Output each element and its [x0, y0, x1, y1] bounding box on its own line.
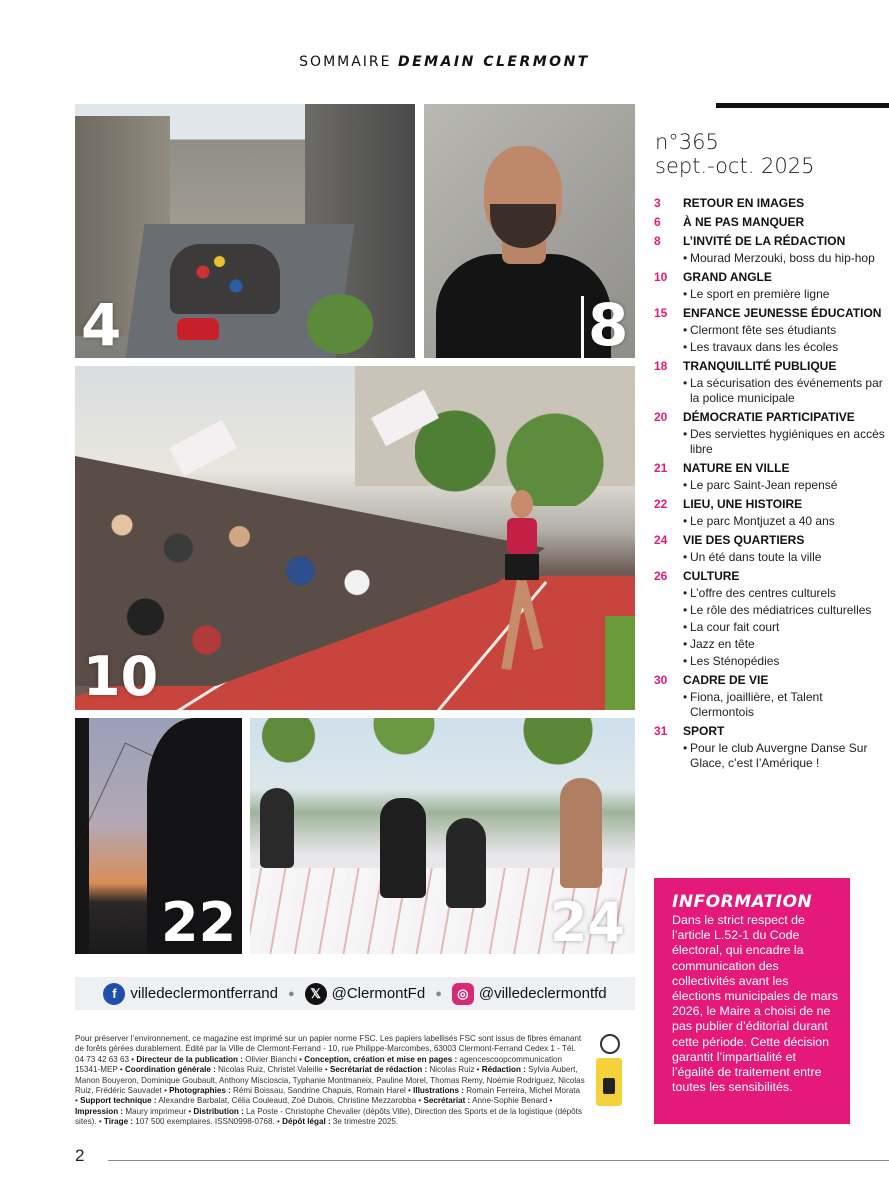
credit-label: Impression : — [75, 1106, 124, 1116]
toc-section[interactable] — [654, 196, 886, 211]
credits-text — [75, 1034, 585, 1128]
toc-section[interactable] — [654, 359, 886, 374]
credit-value: Rémi Boissau, Sandrine Chapuis, Romain Harel • — [233, 1086, 411, 1096]
child — [260, 788, 294, 868]
x-icon: 𝕏 — [305, 983, 327, 1005]
toc-section[interactable] — [654, 673, 886, 688]
runner-shorts — [505, 554, 539, 580]
credit-value: Nicolas Ruiz, Christel Valeille • — [218, 1065, 328, 1075]
credit-label: Support technique : — [80, 1096, 157, 1106]
toc-item[interactable]: • Jazz en tête — [654, 637, 886, 652]
toc-item[interactable]: • L’offre des centres culturels — [654, 586, 886, 601]
number-divider — [581, 296, 584, 358]
toc-page-number: 26 — [654, 569, 668, 583]
toc-item[interactable]: • La cour fait court — [654, 620, 886, 635]
toc-page-number: 18 — [654, 359, 668, 373]
photo-runner-crowd[interactable] — [75, 366, 635, 710]
tree-leaves — [250, 718, 635, 778]
portrait-shirt — [436, 254, 611, 358]
credit-value: Maury imprimeur • — [125, 1106, 192, 1116]
red-car — [177, 318, 219, 340]
toc-item[interactable]: • Les travaux dans les écoles — [654, 340, 886, 355]
toc-section-title: NATURE EN VILLE — [683, 461, 790, 475]
toc-item[interactable]: • Fiona, joaillière, et Talent Clermontois — [654, 690, 886, 720]
credit-value: Anne-Sophie Benard • — [472, 1096, 553, 1106]
page-number: 2 — [75, 1146, 85, 1165]
facebook-link[interactable] — [103, 983, 278, 1005]
toc-item[interactable]: • Mourad Merzouki, boss du hip-hop — [654, 251, 886, 266]
instagram-icon: ◎ — [452, 983, 474, 1005]
toc-item[interactable]: • Le parc Montjuzet a 40 ans — [654, 514, 886, 529]
toc-page-number: 6 — [654, 215, 661, 229]
toc-item[interactable]: • Un été dans toute la ville — [654, 550, 886, 565]
information-text: Dans le strict respect de l’article L.52-1 du Code électoral, qui encadre la communication des collectivités avant les élections municipales de mars 2026, le Maire a choisi de ne pas publier d’éditorial durant cette période. Cette décision garantit l’impartialité et l’égalité de traitement entre toutes les sensibilités. — [672, 913, 838, 1095]
credit-value: Romain Ferreira, Michel Morata • — [75, 1086, 580, 1106]
separator: ● — [287, 987, 295, 1000]
information-title: INFORMATION — [672, 892, 813, 912]
toc-section[interactable] — [654, 410, 886, 425]
credit-label: Secrétariat de rédaction : — [330, 1065, 428, 1075]
credit-label: Coordination générale : — [124, 1065, 216, 1075]
credit-value: Olivier Bianchi • — [245, 1054, 302, 1064]
photo-page-number: 10 — [83, 645, 159, 708]
photo-cycling-race[interactable] — [75, 104, 415, 358]
credit-label: Secrétariat : — [423, 1096, 471, 1106]
toc-section-title: CADRE DE VIE — [683, 673, 769, 687]
triman-icon — [596, 1058, 622, 1106]
credit-label: Rédaction : — [481, 1065, 526, 1075]
toc-page-number: 8 — [654, 234, 661, 248]
facebook-handle: villedeclermontferrand — [130, 985, 278, 1002]
photo-page-number: 24 — [549, 891, 625, 954]
toc-page-number: 15 — [654, 306, 668, 320]
toc-section-title: TRANQUILLITÉ PUBLIQUE — [683, 359, 837, 373]
runner-head — [511, 490, 533, 518]
x-handle: @ClermontFd — [331, 985, 426, 1002]
photo-sunset[interactable] — [75, 718, 242, 954]
toc-section[interactable] — [654, 461, 886, 476]
table-of-contents — [654, 192, 886, 771]
credit-label: Tirage : — [103, 1117, 134, 1127]
facebook-icon: f — [103, 983, 125, 1005]
credit-value: Nicolas Ruiz • — [429, 1065, 480, 1075]
issue-info — [655, 130, 815, 178]
header-label: SOMMAIRE — [299, 54, 392, 70]
toc-section-title: ENFANCE JEUNESSE ÉDUCATION — [683, 306, 882, 320]
photo-page-number: 8 — [588, 291, 629, 358]
toc-item[interactable]: • Des serviettes hygiéniques en accès libre — [654, 427, 886, 457]
credit-value: La Poste - Christophe Chevalier (dépôts Ville), Direction des Sports et de la logistique (dépôts sites). • — [75, 1106, 582, 1127]
cyclists-peloton — [170, 244, 280, 314]
header-rule — [716, 103, 889, 108]
photo-children-foam[interactable] — [250, 718, 635, 954]
toc-page-number: 31 — [654, 724, 668, 738]
toc-page-number: 21 — [654, 461, 668, 475]
credit-value: agencescoopcommunication 15341-MEP • — [75, 1054, 563, 1075]
toc-section-title: À NE PAS MANQUER — [683, 215, 805, 229]
toc-page-number: 10 — [654, 270, 668, 284]
child — [560, 778, 602, 888]
toc-section-title: L’INVITÉ DE LA RÉDACTION — [683, 234, 846, 248]
child — [380, 798, 426, 898]
credit-label: Directeur de la publication : — [136, 1054, 243, 1064]
toc-section[interactable] — [654, 234, 886, 249]
credit-value: 107 500 exemplaires. ISSN0998-0768. • — [135, 1117, 280, 1127]
x-link[interactable] — [305, 983, 426, 1005]
instagram-handle: @villedeclermontfd — [478, 985, 607, 1002]
instagram-link[interactable] — [452, 983, 607, 1005]
credit-label: Conception, création et mise en pages : — [304, 1054, 458, 1064]
toc-section[interactable] — [654, 306, 886, 321]
toc-section-title: RETOUR EN IMAGES — [683, 196, 805, 210]
toc-section[interactable] — [654, 497, 886, 512]
toc-section[interactable] — [654, 215, 886, 230]
toc-section[interactable] — [654, 724, 886, 739]
photo-portrait[interactable] — [424, 104, 635, 358]
toc-item[interactable]: • Le parc Saint-Jean repensé — [654, 478, 886, 493]
toc-item[interactable]: • Le sport en première ligne — [654, 287, 886, 302]
toc-page-number: 20 — [654, 410, 668, 424]
toc-section-title: DÉMOCRATIE PARTICIPATIVE — [683, 410, 855, 424]
separator: ● — [435, 987, 442, 1000]
white-flag — [169, 420, 237, 476]
tree — [307, 294, 373, 354]
recycle-icon — [600, 1034, 620, 1054]
toc-section-title: SPORT — [683, 724, 725, 738]
eco-badges — [596, 1034, 624, 1110]
issue-number: n°365 — [655, 130, 719, 154]
credits-intro: Pour préserver l’environnement, ce magazine est imprimé sur un papier norme FSC. Les papiers labellisés FSC sont issus de fibres émanant de forêts gérées durablement. Édité par la Ville de Clermont-Ferrand - 10, rue Philippe-Marcombes, 63003 Clermont-Ferrand Cedex 1 - Tél. 04 73 42 63 63 • — [75, 1034, 582, 1064]
credit-label: Dépôt légal : — [282, 1117, 331, 1127]
toc-item[interactable]: • Les Sténopédies — [654, 654, 886, 669]
toc-item[interactable]: • Le rôle des médiatrices culturelles — [654, 603, 886, 618]
toc-section-title: VIE DES QUARTIERS — [683, 533, 805, 547]
runner-top — [507, 518, 537, 554]
toc-section-title: GRAND ANGLE — [683, 270, 772, 284]
toc-item[interactable]: • Pour le club Auvergne Danse Sur Glace, c’est l’Amérique ! — [654, 741, 886, 771]
toc-item[interactable]: • La sécurisation des événements par la police municipale — [654, 376, 886, 406]
toc-section-title: LIEU, UNE HISTOIRE — [683, 497, 803, 511]
footer-rule — [108, 1160, 889, 1161]
photo-page-number: 22 — [161, 891, 237, 954]
toc-section[interactable] — [654, 533, 886, 548]
toc-page-number: 30 — [654, 673, 668, 687]
toc-section[interactable] — [654, 270, 886, 285]
toc-page-number: 24 — [654, 533, 668, 547]
runner — [499, 484, 545, 684]
information-box — [654, 878, 850, 1124]
credit-value: 3e trimestre 2025. — [332, 1117, 399, 1127]
credit-label: Distribution : — [193, 1106, 244, 1116]
toc-section[interactable] — [654, 569, 886, 584]
page-header — [0, 54, 889, 70]
grass — [605, 616, 635, 710]
credit-label: Illustrations : — [413, 1086, 464, 1096]
toc-page-number: 22 — [654, 497, 668, 511]
social-bar — [75, 977, 635, 1010]
toc-section-title: CULTURE — [683, 569, 740, 583]
toc-item[interactable]: • Clermont fête ses étudiants — [654, 323, 886, 338]
magazine-title: DEMAIN CLERMONT — [397, 54, 590, 70]
issue-period: sept.-oct. 2025 — [655, 154, 815, 178]
portrait-beard — [490, 204, 556, 248]
photo-page-number: 4 — [81, 291, 122, 358]
toc-page-number: 3 — [654, 196, 661, 210]
credit-label: Photographies : — [169, 1086, 231, 1096]
credit-value: Alexandre Barbalat, Célia Couleaud, Zoé Dubois, Christine Mezzarobba • — [158, 1096, 422, 1106]
child — [446, 818, 486, 908]
credit-value: Sylvia Aubert, Manon Bouyeron, Dominique Goubault, Anthony Miscioscia, Typhanie Montmaneix, Pauline Morel, Thomas Remy, Noémie Rodriguez, Nicolas Ruiz, Frédéric Sauvadet • — [75, 1065, 585, 1096]
